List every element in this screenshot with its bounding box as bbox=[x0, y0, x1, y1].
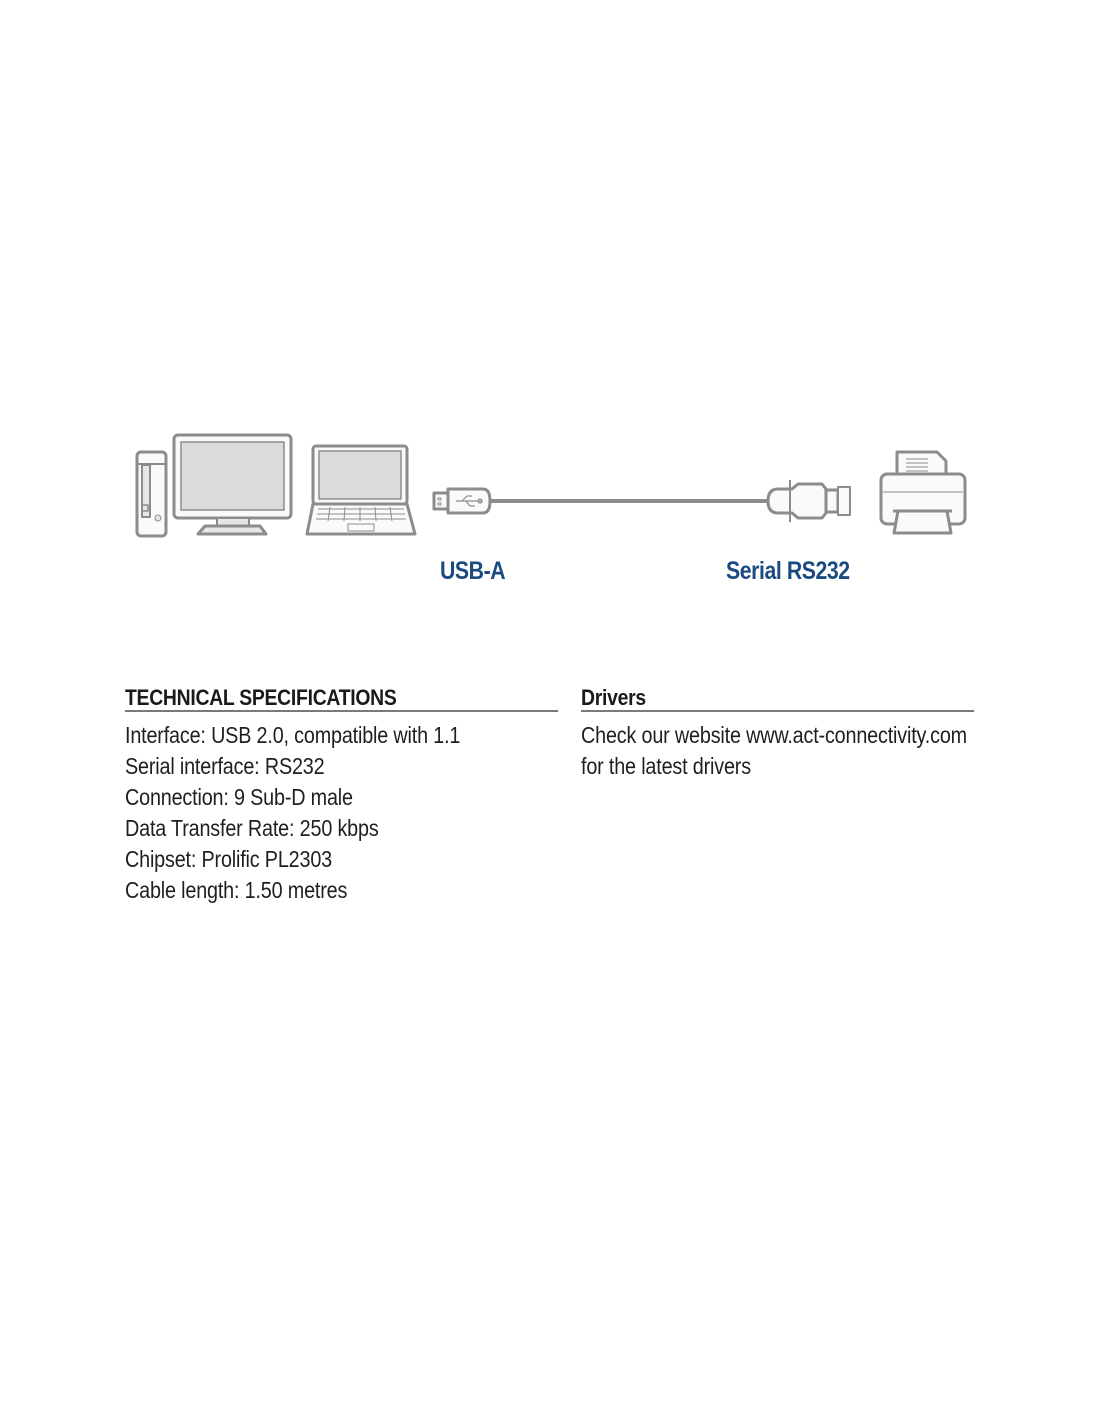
spec-interface: Interface: USB 2.0, compatible with 1.1 bbox=[125, 722, 461, 748]
drivers-line-2: for the latest drivers bbox=[581, 753, 751, 779]
connection-illustration bbox=[0, 0, 1100, 600]
printer-icon bbox=[881, 452, 965, 533]
spec-serial-interface: Serial interface: RS232 bbox=[125, 753, 325, 779]
usb-a-label: USB-A bbox=[440, 557, 506, 585]
technical-specifications-section bbox=[125, 684, 558, 906]
drivers-line-1: Check our website www.act-connectivity.com bbox=[581, 722, 967, 748]
specs-heading: TECHNICAL SPECIFICATIONS bbox=[125, 685, 397, 710]
drivers-heading: Drivers bbox=[581, 685, 646, 710]
serial-db9-connector-icon bbox=[768, 480, 850, 522]
spec-cable-length: Cable length: 1.50 metres bbox=[125, 877, 348, 903]
serial-rs232-label: Serial RS232 bbox=[726, 557, 850, 585]
desktop-tower-icon bbox=[137, 452, 166, 536]
spec-data-transfer-rate: Data Transfer Rate: 250 kbps bbox=[125, 815, 379, 841]
monitor-icon bbox=[174, 435, 291, 534]
spec-connection: Connection: 9 Sub-D male bbox=[125, 784, 353, 810]
drivers-text bbox=[581, 720, 974, 782]
laptop-icon bbox=[307, 446, 415, 534]
spec-chipset: Chipset: Prolific PL2303 bbox=[125, 846, 332, 872]
usb-a-plug-icon bbox=[434, 489, 490, 513]
drivers-section bbox=[581, 684, 974, 782]
connection-diagram bbox=[0, 0, 1100, 600]
specs-list bbox=[125, 720, 558, 906]
